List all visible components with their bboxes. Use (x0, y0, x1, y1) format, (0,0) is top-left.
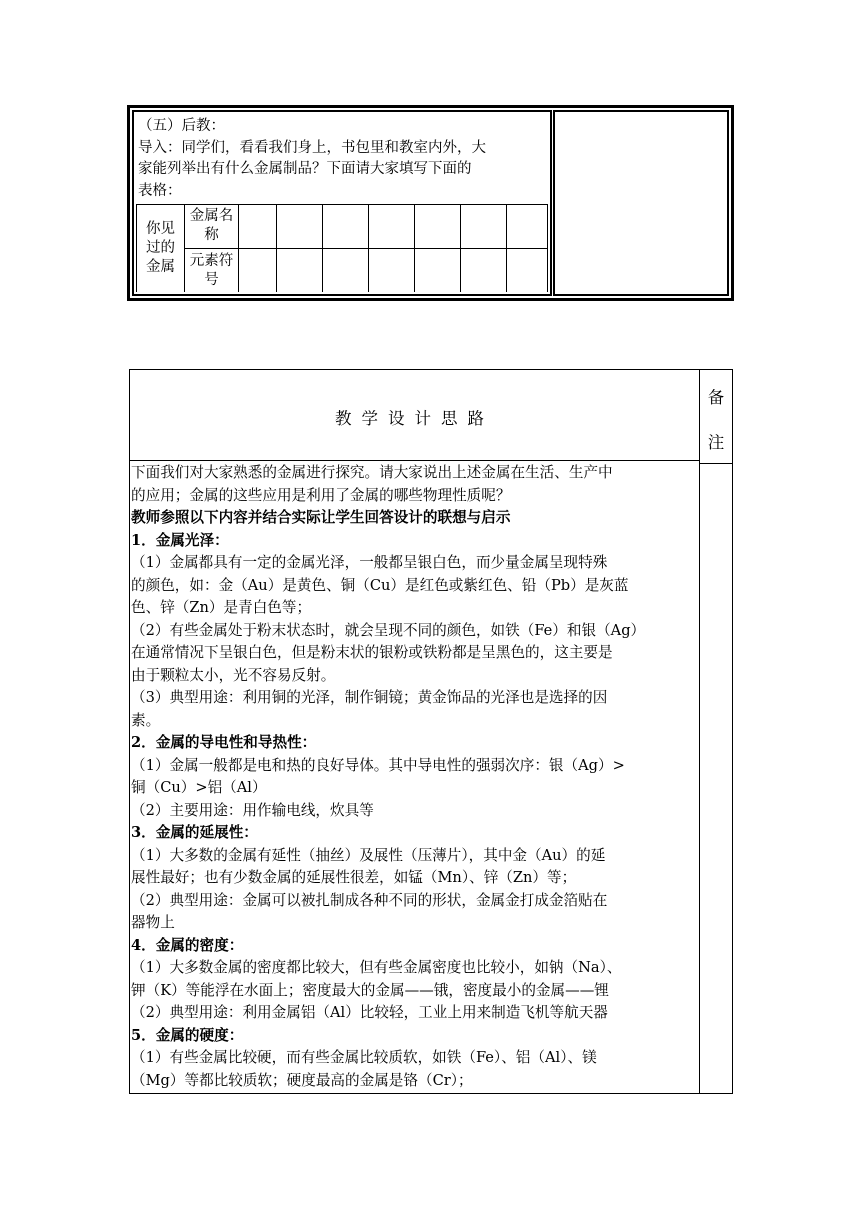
design-content (130, 462, 699, 1092)
row-header-line: 你见 (146, 220, 175, 237)
text-line: （五）后教： (138, 118, 225, 134)
metals-table (136, 204, 548, 292)
content-line: 钾（K）等能浮在水面上；密度最大的金属——锇，密度最小的金属——锂 (131, 981, 609, 999)
column-divider (699, 370, 700, 1093)
design-table (129, 369, 733, 1094)
lesson-table (127, 105, 734, 301)
content-line: 展性最好；也有少数金属的延展性很差，如锰（Mn）、锌（Zn）等； (131, 869, 577, 886)
label-line: 称 (204, 227, 219, 243)
label-line: 号 (204, 271, 219, 288)
text-line: 表格： (138, 182, 182, 199)
row-header-line: 过的 (146, 239, 175, 256)
row-header-line: 金属 (146, 258, 175, 275)
content-line: 的颜色，如：金（Au）是黄色、铜（Cu）是红色或紫红色、铅（Pb）是灰蓝 (131, 576, 629, 594)
content-line: （1）大多数金属的密度都比较大，但有些金属密度也比较小，如钠（Na）、 (131, 959, 622, 976)
lesson-content-cell (132, 110, 552, 296)
section-heading: 1．金属光泽： (131, 531, 229, 549)
row-header (137, 204, 184, 292)
section-heading: 4．金属的密度： (131, 936, 244, 954)
content-line: 由于颗粒太小，光不容易反射。 (131, 666, 336, 684)
lesson-intro-text (138, 116, 550, 202)
content-line: （1）金属都具有一定的金属光泽，一般都呈银白色，而少量金属呈现特殊 (131, 554, 608, 571)
metal-name-label (185, 204, 238, 248)
remarks-header-top: 备 (707, 388, 725, 407)
text-line: 家能列举出有什么金属制品？下面请大家填写下面的 (138, 161, 472, 177)
content-line: （2）典型用途：金属可以被扎制成各种不同的形状，金属金打成金箔贴在 (131, 891, 608, 909)
content-line: 的应用；金属的这些应用是利用了金属的哪些物理性质呢？ (131, 486, 511, 504)
remarks-header-divider (699, 463, 732, 464)
content-line: 素。 (131, 711, 161, 729)
remarks-header-bottom: 注 (707, 433, 725, 452)
content-line: （1）有些金属比较硬，而有些金属比较质软，如铁（Fe）、铝（Al）、镁 (131, 1049, 597, 1066)
text-line: 导入：同学们，看看我们身上，书包里和教室内外，大 (138, 139, 486, 156)
content-line: （2）典型用途：利用金属铝（Al）比较轻，工业上用来制造飞机等航天器 (131, 1004, 608, 1021)
content-line: 下面我们对大家熟悉的金属进行探究。请大家说出上述金属在生活、生产中 (131, 464, 613, 481)
element-symbol-label (185, 249, 238, 292)
design-title: 教学设计思路 (335, 409, 494, 428)
content-line: 器物上 (131, 914, 175, 931)
label-line: 金属名 (189, 208, 234, 224)
content-line: 在通常情况下呈银白色，但是粉末状的银粉或铁粉都是呈黑色的，这主要是 (131, 644, 613, 661)
section-heading: 教师参照以下内容并结合实际让学生回答设计的联想与启示 (131, 509, 511, 526)
section-heading: 5．金属的硬度： (131, 1026, 244, 1044)
content-line: 铜（Cu）>铝（Al） (131, 779, 267, 796)
content-line: 色、锌（Zn）是青白色等； (131, 599, 312, 616)
label-line: 元素符 (189, 252, 234, 269)
content-line: （1）大多数的金属有延性（抽丝）及展性（压薄片），其中金（Au）的延 (131, 846, 606, 864)
content-line: （2）主要用途：用作输电线，炊具等 (131, 801, 374, 819)
section-heading: 3．金属的延展性： (131, 824, 258, 841)
section-heading: 2．金属的导电性和导热性： (131, 734, 317, 751)
content-line: （3）典型用途：利用铜的光泽，制作铜镜；黄金饰品的光泽也是选择的因 (131, 689, 608, 706)
remarks-cell (553, 110, 729, 296)
content-line: （1）金属一般都是电和热的良好导体。其中导电性的强弱次序：银（Ag）> (131, 756, 625, 774)
content-line: （Mg）等都比较质软；硬度最高的金属是铬（Cr）； (131, 1071, 473, 1089)
header-divider (130, 460, 699, 461)
content-line: （2）有些金属处于粉末状态时，就会呈现不同的颜色，如铁（Fe）和银（Ag） (131, 621, 646, 639)
